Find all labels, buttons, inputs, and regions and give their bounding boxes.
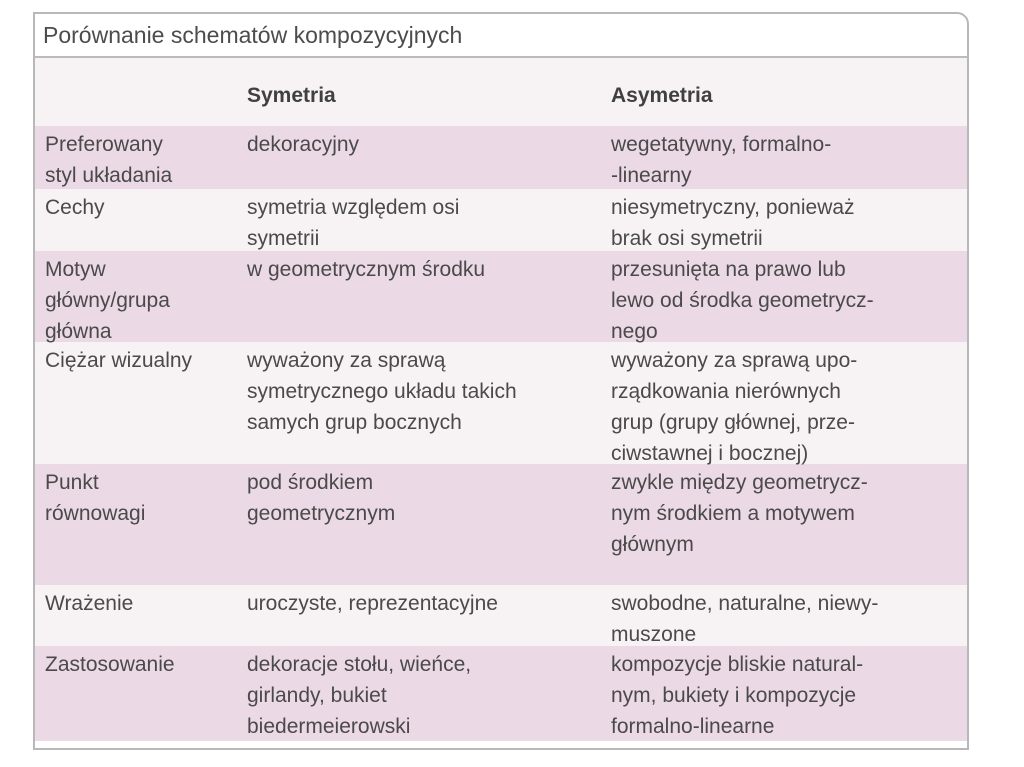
row-label-cell: [35, 254, 239, 342]
table-row: [35, 464, 967, 585]
cell-text-line: Cechy: [45, 196, 105, 219]
cell-text-line: Ciężar wizualny: [45, 349, 193, 372]
cell-text-line: symetrycznego układu takich: [247, 380, 517, 403]
symetria-cell: [239, 192, 603, 251]
cell-text-line: wyważony za sprawą: [247, 349, 446, 372]
cell-text-line: swobodne, naturalne, niewy-: [611, 592, 879, 615]
asymetria-cell: [603, 467, 967, 585]
header-cell-empty: [35, 80, 239, 126]
symetria-cell: [239, 129, 603, 189]
cell-text-line: samych grup bocznych: [247, 411, 462, 434]
symetria-cell: [239, 649, 603, 741]
cell-text-line: zwykle między geometrycz-: [611, 471, 868, 494]
symetria-cell: [239, 588, 603, 646]
row-label-cell: [35, 588, 239, 646]
cell-text-line: rządkowania nierównych: [611, 380, 841, 403]
cell-text-line: Punkt: [45, 471, 99, 494]
table-row: [35, 189, 967, 251]
row-label-cell: [35, 129, 239, 189]
cell-text-line: styl układania: [45, 164, 173, 187]
cell-text-line: wegetatywny, formalno-: [611, 133, 832, 156]
table-row: [35, 342, 967, 464]
cell-text-line: symetrii: [247, 227, 320, 250]
cell-text-line: główny/grupa: [45, 289, 170, 312]
header-asymetria: Asymetria: [611, 84, 713, 107]
cell-text-line: grup (grupy głównej, prze-: [611, 411, 855, 434]
cell-text-line: Wrażenie: [45, 592, 134, 615]
asymetria-cell: [603, 254, 967, 342]
table-title: Porównanie schematów kompozycyjnych: [35, 14, 967, 58]
symetria-cell: [239, 254, 603, 342]
cell-text-line: głównym: [611, 533, 694, 556]
cell-text-line: kompozycje bliskie natural-: [611, 653, 864, 676]
asymetria-cell: [603, 192, 967, 251]
table-body: [35, 58, 967, 741]
asymetria-cell: [603, 345, 967, 464]
cell-text-line: równowagi: [45, 502, 146, 525]
table-row: [35, 251, 967, 342]
cell-text-line: główna: [45, 320, 112, 343]
cell-text-line: lewo od środka geometrycz-: [611, 289, 874, 312]
table-row: [35, 126, 967, 189]
cell-text-line: geometrycznym: [247, 502, 396, 525]
cell-text-line: w geometrycznym środku: [247, 258, 486, 281]
asymetria-cell: [603, 129, 967, 189]
symetria-cell: [239, 467, 603, 585]
cell-text-line: dekoracje stołu, wieńce,: [247, 653, 472, 676]
cell-text-line: pod środkiem: [247, 471, 374, 494]
comparison-table-card: [33, 12, 969, 750]
cell-text-line: nym środkiem a motywem: [611, 502, 855, 525]
asymetria-cell: [603, 588, 967, 646]
symetria-cell: [239, 345, 603, 464]
cell-text-line: biedermeierowski: [247, 715, 411, 738]
cell-text-line: nym, bukiety i kompozycje: [611, 684, 857, 707]
cell-text-line: Zastosowanie: [45, 653, 175, 676]
cell-text-line: muszone: [611, 623, 697, 646]
row-label-cell: [35, 192, 239, 251]
cell-text-line: wyważony za sprawą upo-: [611, 349, 858, 372]
header-symetria: Symetria: [247, 84, 336, 107]
table-header-row: [35, 58, 967, 126]
cell-text-line: formalno-linearne: [611, 715, 775, 738]
cell-text-line: symetria względem osi: [247, 196, 460, 219]
cell-text-line: girlandy, bukiet: [247, 684, 387, 707]
cell-text-line: brak osi symetrii: [611, 227, 763, 250]
cell-text-line: -linearny: [611, 164, 692, 187]
cell-text-line: nego: [611, 320, 658, 343]
cell-text-line: niesymetryczny, ponieważ: [611, 196, 855, 219]
table-row: [35, 585, 967, 646]
row-label-cell: [35, 649, 239, 741]
table-row: [35, 646, 967, 741]
cell-text-line: ciwstawnej i bocznej): [611, 442, 809, 465]
table-rows: [35, 126, 967, 741]
cell-text-line: Preferowany: [45, 133, 163, 156]
row-label-cell: [35, 467, 239, 585]
asymetria-cell: [603, 649, 967, 741]
cell-text-line: przesunięta na prawo lub: [611, 258, 846, 281]
cell-text-line: dekoracyjny: [247, 133, 360, 156]
row-label-cell: [35, 345, 239, 464]
cell-text-line: Motyw: [45, 258, 106, 281]
cell-text-line: uroczyste, reprezentacyjne: [247, 592, 498, 615]
